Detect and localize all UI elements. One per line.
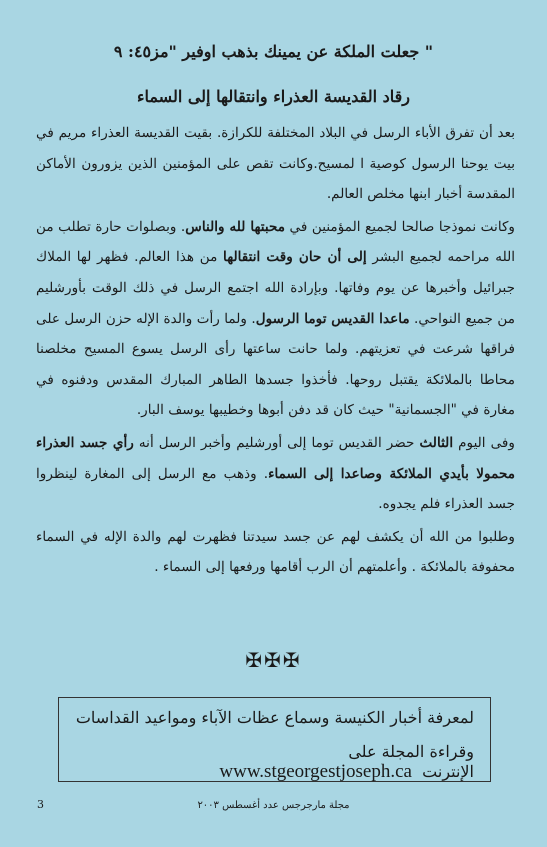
footer-text: مجلة مارجرجس عدد أغسطس ٢٠٠٣ xyxy=(197,800,350,811)
bold-phrase: ماعدا القديس توما الرسول xyxy=(255,310,410,327)
text-run: من هذا العالم. فظهر لها الملاك جبرائيل وأخبرها عن يوم وفاتها. وبإرادة الله اجتمع الرسل في ذلك الوقت بأورشليم من جميع النواحي. xyxy=(36,249,515,327)
text-run: وكانت نموذجا صالحا لجميع المؤمنين في xyxy=(285,218,515,235)
cross-icons: ✠✠✠ xyxy=(245,648,302,672)
bold-phrase: محبتها لله والناس xyxy=(185,218,286,235)
article-title: رقاد القديسة العذراء وانتقالها إلى السماء xyxy=(137,87,410,106)
text-run: وفى اليوم xyxy=(453,434,515,451)
bold-phrase: إلى أن حان وقت انتقالها xyxy=(223,249,367,266)
text-run: . ولما رأت والدة الإله حزن الرسل على فراقها شرعت في تعزيتهم. ولما حانت ساعتها رأى الرسل يسوع المسيح مخلصنا محاطا بالملائكة يقتبل روحها. فأخذوا جسدها الطاهر المبارك المقدس ودفنوه في مغارة في "الجسمانية" حيث كان قد دفن أبوها وخطيبها يوسف البار. xyxy=(36,310,515,419)
bold-phrase: الثالث xyxy=(419,434,454,451)
bold-phrase: رأي جسد العذراء محمولا بأيدي الملائكة وصاعدا إلى السماء xyxy=(36,434,515,482)
text-run: حضر القديس توما إلى أورشليم وأخبر الرسل أنه xyxy=(133,434,420,451)
info-box-line-1: لمعرفة أخبار الكنيسة وسماع عظات الآباء ومواعيد القداسات xyxy=(75,708,474,727)
text-run: . وذهب مع الرسل إلى المغارة لينظروا جسد العذراء فلم يجدوه. xyxy=(36,465,515,513)
paragraph-1: بعد أن تفرق الأباء الرسل في البلاد المختلفة للكرازة. بقيت القديسة العذراء مريم في بيت يوحنا الرسول كوصية ا لمسيح.وكانت تقص على المؤمنين الذين يزورون الأماكن المقدسة أخبار ابنها مخلص العالم. xyxy=(36,125,515,203)
verse-quote: " جعلت الملكة عن يمينك بذهب اوفير "مز٤٥: ٩ xyxy=(113,42,434,61)
paragraph-3 xyxy=(36,428,515,520)
info-box xyxy=(58,697,491,782)
paragraph-4: وطلبوا من الله أن يكشف لهم عن جسد سيدتنا فظهرت لهم والدة الإله في السماء محفوفة بالملائكة . وأعلمتهم أن الرب أقامها ورفعها إلى السماء . xyxy=(36,528,515,576)
text-run: . وبصلوات حارة تطلب من الله مراحمه لجميع البشر xyxy=(36,218,515,266)
page-number: 3 xyxy=(37,798,44,811)
info-box-line-2 xyxy=(119,742,474,783)
info-box-text: وقراءة المجلة على الإنترنت xyxy=(348,742,474,781)
paragraph-2 xyxy=(36,212,515,426)
website-link[interactable]: www.stgeorgestjoseph.ca xyxy=(219,761,412,782)
article-body xyxy=(36,118,515,585)
